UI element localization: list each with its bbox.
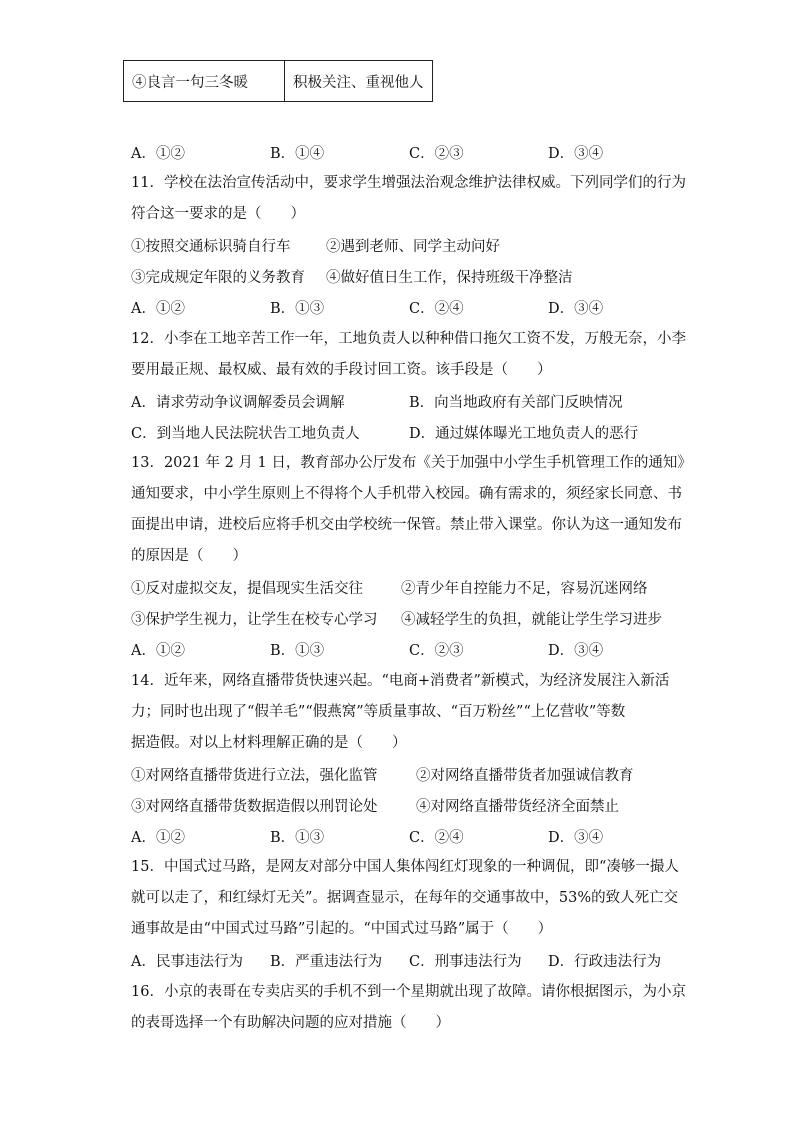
- q11-option-b: B．①③: [270, 301, 325, 317]
- q15-option-b: B．严重违法行为: [270, 954, 383, 970]
- q15-option-c: C．刑事违法行为: [409, 954, 522, 970]
- q15-stem-line-3: 通事故是由“中国式过马路”引起的。“中国式过马路”属于（ ）: [131, 921, 553, 937]
- q13-option-b: B．①③: [270, 643, 325, 659]
- q14-options: [131, 826, 691, 846]
- q13-option-c: C．②③: [409, 643, 464, 659]
- q10-option-d: D．③④: [548, 146, 604, 162]
- q15-option-d: D．行政违法行为: [548, 954, 662, 970]
- q14-item-3: ③对网络直播带货数据造假以刑罚论处: [131, 799, 378, 815]
- q13-item-3: ③保护学生视力，让学生在校专心学习: [131, 612, 378, 628]
- q16-stem-line-1: 16．小京的表哥在专卖店买的手机不到一个星期就出现了故障。请你根据图示，为小京: [131, 984, 686, 1000]
- q11-item-3: ③完成规定年限的义务教育: [131, 270, 305, 286]
- q11-option-a: A．①②: [131, 301, 185, 317]
- q14-item-4: ④对网络直播带货经济全面禁止: [416, 799, 619, 815]
- q10-option-a: A．①②: [131, 146, 185, 162]
- q13-stem-line-4: 的原因是（ ）: [131, 548, 247, 564]
- q11-option-d: D．③④: [548, 301, 604, 317]
- q13-option-a: A．①②: [131, 643, 185, 659]
- q13-options: [131, 639, 691, 659]
- q10-option-c: C．②③: [409, 146, 464, 162]
- q11-options: [131, 297, 691, 317]
- q15-option-a: A．民事违法行为: [131, 954, 243, 970]
- q12-option-a: A．请求劳动争议调解委员会调解: [131, 395, 345, 411]
- q10-option-b: B．①④: [270, 146, 325, 162]
- q15-stem-line-2: 就可以走了，和红绿灯无关”。据调查显示，在每年的交通事故中，53%的致人死亡交: [131, 890, 679, 906]
- q13-option-d: D．③④: [548, 643, 604, 659]
- q14-option-d: D．③④: [548, 830, 604, 846]
- table-cell-left: ④良言一句三冬暖: [124, 61, 285, 102]
- q14-option-c: C．②④: [409, 830, 464, 846]
- q14-item-1: ①对网络直播带货进行立法，强化监管: [131, 768, 378, 784]
- q14-stem-line-3: 据造假。对以上材料理解正确的是（ ）: [131, 735, 407, 751]
- q14-item-2: ②对网络直播带货者加强诚信教育: [416, 768, 634, 784]
- q13-stem-line-1: 13．2021 年 2 月 1 日，教育部办公厅发布《关于加强中小学生手机管理工作的通知》: [131, 455, 692, 471]
- q14-option-a: A．①②: [131, 830, 185, 846]
- q12-options-row-1: [131, 391, 691, 411]
- q11-stem-line-1: 11．学校在法治宣传活动中，要求学生增强法治观念维护法律权威。下列同学们的行为: [131, 175, 686, 191]
- q12-stem-line-2: 要用最正规、最权威、最有效的手段讨回工资。该手段是（ ）: [131, 362, 552, 378]
- q15-stem-line-1: 15．中国式过马路，是网友对部分中国人集体闯红灯现象的一种调侃，即“凑够一撮人: [131, 859, 679, 875]
- q11-stem-line-2: 符合这一要求的是（ ）: [131, 206, 305, 222]
- matching-table: [123, 60, 433, 102]
- q14-stem-line-1: 14．近年来，网络直播带货快速兴起。“电商+消费者”新模式，为经济发展注入新活: [131, 673, 670, 689]
- q12-option-b: B．向当地政府有关部门反映情况: [409, 395, 623, 411]
- q10-options: [131, 142, 691, 162]
- q12-options-row-2: [131, 422, 691, 442]
- table-row: [124, 61, 433, 102]
- q13-item-4: ④减轻学生的负担，就能让学生学习进步: [401, 612, 662, 628]
- q13-stem-line-2: 通知要求，中小学生原则上不得将个人手机带入校园。确有需求的，须经家长同意、书: [131, 486, 682, 502]
- table-cell-right: 积极关注、重视他人: [285, 61, 433, 102]
- q14-stem-line-2: 力；同时也出现了“假羊毛”“假燕窝”等质量事故、“百万粉丝”“上亿营收”等数: [131, 704, 626, 720]
- q16-stem-line-2: 的表哥选择一个有助解决问题的应对措施（ ）: [131, 1015, 450, 1031]
- q11-option-c: C．②④: [409, 301, 464, 317]
- q11-item-1: ①按照交通标识骑自行车: [131, 239, 291, 255]
- q12-stem-line-1: 12．小李在工地辛苦工作一年，工地负责人以种种借口拖欠工资不发，万般无奈，小李: [131, 331, 686, 347]
- q13-stem-line-3: 面提出申请，进校后应将手机交由学校统一保管。禁止带入课堂。你认为这一通知发布: [131, 517, 682, 533]
- q12-option-c: C．到当地人民法院状告工地负责人: [131, 426, 360, 442]
- q15-options: [131, 950, 691, 970]
- q14-option-b: B．①③: [270, 830, 325, 846]
- q12-option-d: D．通过媒体曝光工地负责人的恶行: [409, 426, 639, 442]
- q13-item-1: ①反对虚拟交友，提倡现实生活交往: [131, 581, 363, 597]
- q13-item-2: ②青少年自控能力不足，容易沉迷网络: [401, 581, 648, 597]
- q11-item-2: ②遇到老师、同学主动问好: [326, 239, 500, 255]
- q11-item-4: ④做好值日生工作，保持班级干净整洁: [326, 270, 573, 286]
